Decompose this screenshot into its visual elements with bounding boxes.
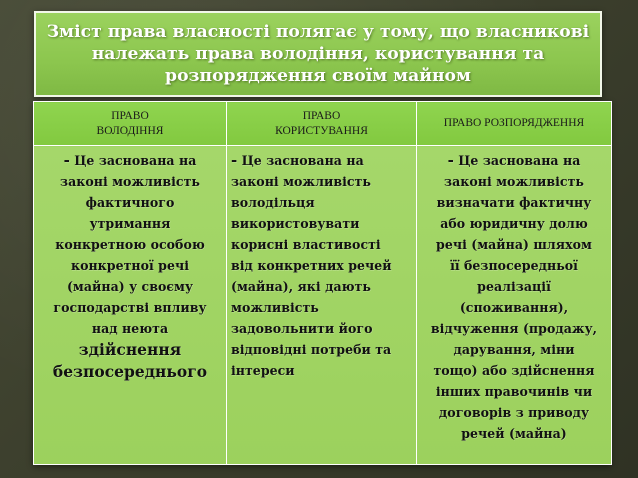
definition-line — [36, 297, 224, 318]
definition-line-text: Це заснована на — [241, 153, 364, 168]
definition-line-text: утримання — [89, 216, 171, 231]
definition-line-text: Це заснована на — [74, 153, 197, 168]
definition-line — [231, 360, 412, 381]
definition-line — [420, 213, 608, 234]
definition-line-text: від конкретних речей — [231, 258, 392, 273]
definition-line — [36, 213, 224, 234]
use-definition-text — [227, 150, 416, 381]
cell-possession-definition — [34, 146, 227, 465]
definition-line-text: договорів з приводу — [438, 405, 590, 420]
definition-line: над неюта — [91, 321, 169, 336]
definition-line-text: інших правочинів чи — [435, 384, 593, 399]
header-possession — [34, 102, 227, 146]
definition-line — [420, 297, 608, 318]
dash-marker: - — [63, 151, 70, 169]
definition-line-large: здійснення — [78, 340, 182, 359]
slide-title: Зміст права власності полягає у тому, що власникові належать права володіння, користування та розпорядження своїм майном — [46, 22, 590, 86]
definition-line-text: речі (майна) шляхом — [436, 237, 592, 252]
definition-line-text: господарстві впливу — [53, 300, 207, 315]
definition-line — [420, 234, 608, 255]
definition-line-text: або юридичну долю — [440, 216, 588, 231]
definition-line-text: дарування, міни — [453, 342, 575, 357]
header-disposal — [417, 102, 612, 146]
definition-line — [420, 360, 608, 381]
definition-line — [36, 192, 224, 213]
header-use-line-1: ПРАВО — [302, 109, 341, 122]
definition-line-text: законі можливість — [60, 174, 200, 189]
possession-definition-text — [34, 150, 226, 383]
definition-line — [420, 402, 608, 423]
content-table-wrapper — [33, 101, 611, 465]
cell-use-definition — [227, 146, 417, 465]
definition-line-text: конкретною особою — [55, 237, 205, 252]
definition-line-text: відповідні потреби та — [231, 342, 392, 357]
definition-line — [420, 381, 608, 402]
definition-line — [420, 171, 608, 192]
definition-line — [420, 318, 608, 339]
definition-line-text: тощо) або здійснення — [433, 363, 595, 378]
header-disposal-line-1: ПРАВО РОЗПОРЯДЖЕННЯ — [443, 117, 585, 129]
definition-line-text: (майна) у своєму — [66, 279, 194, 294]
definition-line — [36, 234, 224, 255]
definition-line — [231, 255, 412, 276]
header-possession-line-2: ВОЛОДІННЯ — [96, 124, 164, 137]
ownership-rights-table — [33, 101, 612, 465]
definition-line-text: законі можливість — [444, 174, 584, 189]
definition-line — [231, 213, 412, 234]
disposal-definition-text — [417, 150, 611, 444]
definition-line — [36, 150, 224, 171]
definition-line-text: визначати фактичну — [436, 195, 592, 210]
table-body-row — [34, 146, 612, 465]
definition-line-text: її безпосередньої — [450, 258, 578, 273]
header-use — [227, 102, 417, 146]
definition-line — [231, 171, 412, 192]
definition-line-text: Це заснована на — [458, 153, 581, 168]
table-header-row — [34, 102, 612, 146]
definition-line-text: реалізації — [477, 279, 551, 294]
title-box — [34, 11, 602, 97]
definition-line — [231, 234, 412, 255]
definition-line-text: володільця — [231, 195, 315, 210]
definition-line-text: (споживання), — [459, 300, 569, 315]
definition-line — [231, 297, 412, 318]
definition-line-text: інтереси — [231, 363, 295, 378]
definition-line-text: використовувати — [231, 216, 360, 231]
definition-line — [231, 150, 412, 171]
dash-marker: - — [447, 151, 454, 169]
definition-line — [420, 423, 608, 444]
definition-line — [231, 339, 412, 360]
definition-line-text: відчуження (продажу, — [430, 321, 598, 336]
definition-line — [231, 318, 412, 339]
definition-line-large: безпосереднього — [52, 362, 208, 381]
definition-line-text: можливість — [231, 300, 319, 315]
definition-line — [231, 192, 412, 213]
definition-line — [420, 276, 608, 297]
definition-line-text: (майна), які дають — [231, 279, 371, 294]
definition-line — [36, 255, 224, 276]
definition-line — [36, 276, 224, 297]
definition-line-text: законі можливість — [231, 174, 371, 189]
definition-line — [36, 171, 224, 192]
definition-line-text: задовольнити його — [231, 321, 373, 336]
definition-line-text: фактичного — [85, 195, 175, 210]
definition-line-text: речей (майна) — [461, 426, 567, 441]
definition-line — [231, 276, 412, 297]
definition-line-text: конкретної речі — [70, 258, 190, 273]
definition-line — [420, 150, 608, 171]
dash-marker: - — [231, 151, 238, 169]
cell-disposal-definition — [417, 146, 612, 465]
definition-line — [420, 339, 608, 360]
definition-line-text: корисні властивості — [231, 237, 381, 252]
header-use-line-2: КОРИСТУВАННЯ — [275, 124, 368, 137]
header-possession-line-1: ПРАВО — [111, 109, 149, 122]
definition-line — [420, 255, 608, 276]
definition-line — [420, 192, 608, 213]
